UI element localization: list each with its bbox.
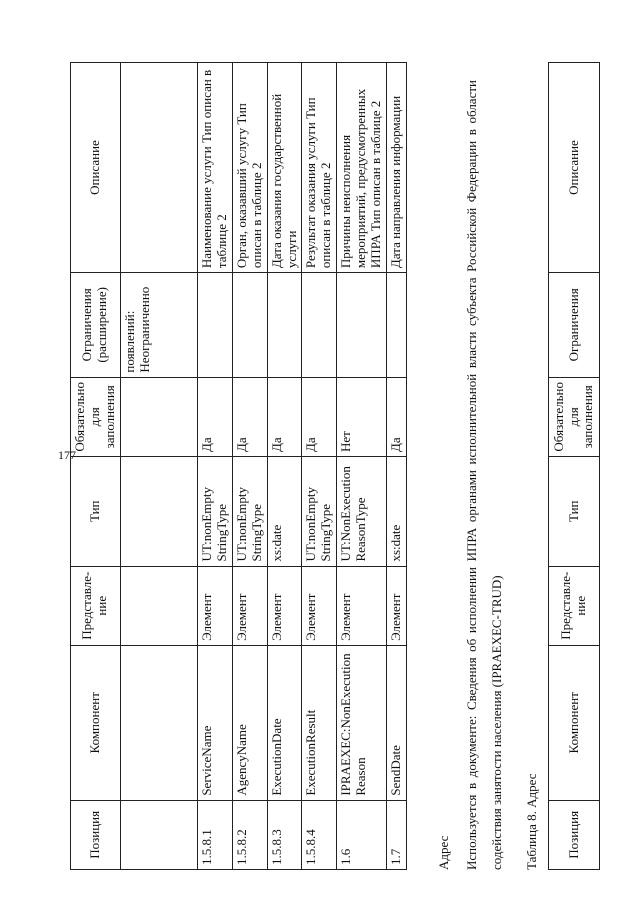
cell-required: Нет xyxy=(337,377,387,456)
components-table xyxy=(70,62,407,870)
cell-restriction xyxy=(232,273,267,378)
cell-description: Наименование услуги Тип описан в таблице 2 xyxy=(197,63,232,273)
cell-representation: Элемент xyxy=(197,566,232,645)
cell-component: ExecutionResult xyxy=(302,645,337,800)
header-representation: Представле-ние xyxy=(71,566,121,645)
header-description: Описание xyxy=(71,63,121,273)
address-table xyxy=(548,62,600,870)
cell-restriction xyxy=(267,273,302,378)
cell-position: 1.7 xyxy=(387,800,407,869)
cell-required: Да xyxy=(387,377,407,456)
table-caption: Таблица 8. Адрес xyxy=(524,773,539,870)
cell-position: 1.5.8.4 xyxy=(302,800,337,869)
cell-description: Результат оказания услуги Тип описан в таблице 2 xyxy=(302,63,337,273)
cell-component: AgencyName xyxy=(232,645,267,800)
cell-type: UT:NonExecution ReasonType xyxy=(337,456,387,566)
cell-component: IPRAEXEC:NonExecution Reason xyxy=(337,645,387,800)
cell-required: Да xyxy=(302,377,337,456)
header-position: Позиция xyxy=(71,800,121,869)
cell-empty xyxy=(120,456,197,566)
cell-representation: Элемент xyxy=(232,566,267,645)
header-description: Описание xyxy=(549,63,600,273)
address-note: Адрес xyxy=(436,835,451,870)
page-number: 177 xyxy=(58,448,76,462)
cell-restriction xyxy=(387,273,407,378)
cell-empty xyxy=(120,800,197,869)
cell-representation: Элемент xyxy=(267,566,302,645)
table-row xyxy=(387,63,407,870)
cell-type: xs:date xyxy=(387,456,407,566)
cell-empty xyxy=(120,566,197,645)
cell-position: 1.5.8.3 xyxy=(267,800,302,869)
cell-type: UT:nonEmpty StringType xyxy=(232,456,267,566)
cell-description: Причины неисполнения мероприятий, предусмотренных ИПРА Тип описан в таблице 2 xyxy=(337,63,387,273)
table-header-row xyxy=(549,63,600,870)
header-component: Компонент xyxy=(549,645,600,800)
cell-representation: Элемент xyxy=(387,566,407,645)
cell-representation: Элемент xyxy=(337,566,387,645)
cell-component: ServiceName xyxy=(197,645,232,800)
table-row xyxy=(232,63,267,870)
header-representation: Представле-ние xyxy=(549,566,600,645)
cell-description: Дата направления информации xyxy=(387,63,407,273)
cell-type: UT:nonEmpty StringType xyxy=(197,456,232,566)
header-required: Обязательно для заполнения xyxy=(71,377,121,456)
table-row xyxy=(197,63,232,870)
cell-position: 1.6 xyxy=(337,800,387,869)
cell-description: Дата оказания государственной услуги xyxy=(267,63,302,273)
cell-component: SendDate xyxy=(387,645,407,800)
cell-position: 1.5.8.2 xyxy=(232,800,267,869)
usage-note: Используется в документе: Сведения об исполнении ИПРА органами исполнительной власти субъекта Российской Федерации в области содействия занятости населения (IPRAEXEC-TRUD) xyxy=(464,80,504,870)
header-position: Позиция xyxy=(549,800,600,869)
cell-position: 1.5.8.1 xyxy=(197,800,232,869)
header-type: Тип xyxy=(549,456,600,566)
cell-required: Да xyxy=(232,377,267,456)
cell-type: xs:date xyxy=(267,456,302,566)
cell-representation: Элемент xyxy=(302,566,337,645)
cell-required: Да xyxy=(267,377,302,456)
table-row xyxy=(267,63,302,870)
cell-empty xyxy=(120,63,197,273)
cell-restriction: появлений: Неограниченно xyxy=(120,273,197,378)
cell-component: ExecutionDate xyxy=(267,645,302,800)
table-row xyxy=(302,63,337,870)
table-row xyxy=(337,63,387,870)
table-header-row xyxy=(71,63,121,870)
header-restrictions: Ограничения xyxy=(549,273,600,378)
cell-empty xyxy=(120,377,197,456)
rotated-page xyxy=(40,25,600,870)
cell-restriction xyxy=(197,273,232,378)
cell-required: Да xyxy=(197,377,232,456)
header-type: Тип xyxy=(71,456,121,566)
cell-restriction xyxy=(337,273,387,378)
table-row-continuation xyxy=(120,63,197,870)
cell-empty xyxy=(120,645,197,800)
header-component: Компонент xyxy=(71,645,121,800)
cell-type: UT:nonEmpty StringType xyxy=(302,456,337,566)
header-required: Обязательно для заполнения xyxy=(549,377,600,456)
cell-restriction xyxy=(302,273,337,378)
cell-description: Орган, оказавший услугу Тип описан в таблице 2 xyxy=(232,63,267,273)
header-restrictions: Ограничения (расширение) xyxy=(71,273,121,378)
